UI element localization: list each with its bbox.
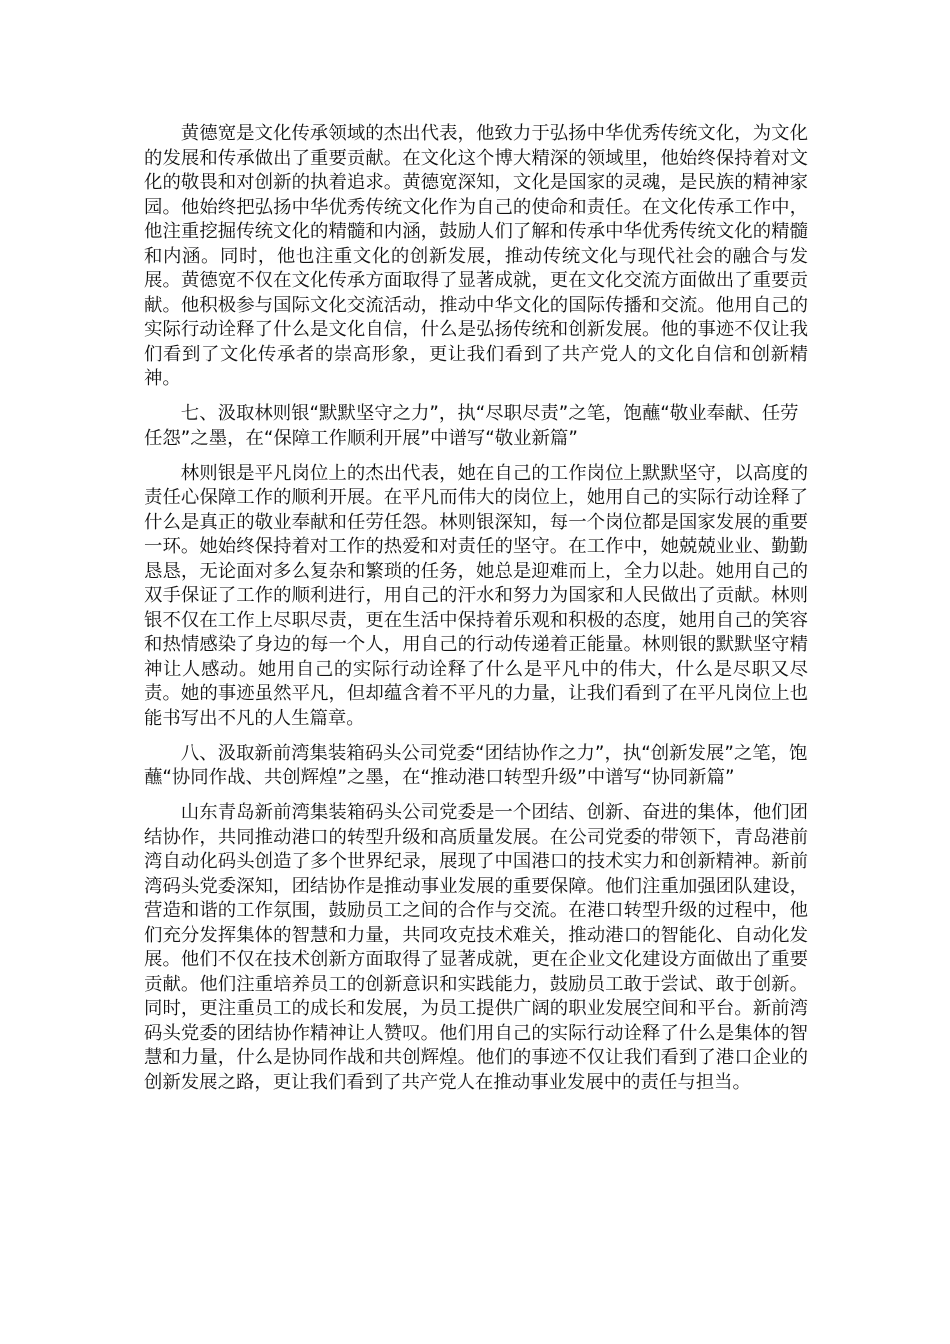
paragraph-huang-dekuan: 黄德宽是文化传承领域的杰出代表，他致力于弘扬中华优秀传统文化，为文化的发展和传承做出了重要贡献。在文化这个博大精深的领域里，他始终保持着对文化的敬畏和对创新的执着追求。黄德宽深知，文化是国家的灵魂，是民族的精神家园。他始终把弘扬中华优秀传统文化作为自己的使命和责任。在文化传承工作中，他注重挖掘传统文化的精髓和内涵，鼓励人们了解和传承中华优秀传统文化的精髓和内涵。同时，他也注重文化的创新发展，推动传统文化与现代社会的融合与发展。黄德宽不仅在文化传承方面取得了显著成就，更在文化交流方面做出了重要贡献。他积极参与国际文化交流活动，推动中华文化的国际传播和交流。他用自己的实际行动诠释了什么是文化自信，什么是弘扬传统和创新发展。他的事迹不仅让我们看到了文化传承者的崇高形象，更让我们看到了共产党人的文化自信和创新精神。 (144, 123, 808, 389)
section-heading-eight: 八、汲取新前湾集装箱码头公司党委“团结协作之力”，执“创新发展”之笔，饱蘸“协同作战、共创辉煌”之墨，在“推动港口转型升级”中谱写“协同新篇” (144, 742, 808, 788)
paragraph-qianwan-terminal: 山东青岛新前湾集装箱码头公司党委是一个团结、创新、奋进的集体，他们团结协作，共同推动港口的转型升级和高质量发展。在公司党委的带领下，青岛港前湾自动化码头创造了多个世界纪录，展现了中国港口的技术实力和创新精神。新前湾码头党委深知，团结协作是推动事业发展的重要保障。他们注重加强团队建设，营造和谐的工作氛围，鼓励员工之间的合作与交流。在港口转型升级的过程中，他们充分发挥集体的智慧和力量，共同攻克技术难关，推动港口的智能化、自动化发展。他们不仅在技术创新方面取得了显著成就，更在企业文化建设方面做出了重要贡献。他们注重培养员工的创新意识和实践能力，鼓励员工敢于尝试、敢于创新。同时，更注重员工的成长和发展，为员工提供广阔的职业发展空间和平台。新前湾码头党委的团结协作精神让人赞叹。他们用自己的实际行动诠释了什么是集体的智慧和力量，什么是协同作战和共创辉煌。他们的事迹不仅让我们看到了港口企业的创新发展之路，更让我们看到了共产党人在推动事业发展中的责任与担当。 (144, 802, 808, 1093)
section-heading-seven: 七、汲取林则银“默默坚守之力”，执“尽职尽责”之笔，饱蘸“敬业奉献、任劳任怨”之墨，在“保障工作顺利开展”中谱写“敬业新篇” (144, 403, 799, 449)
document-body (144, 122, 808, 1106)
paragraph-lin-zeyin: 林则银是平凡岗位上的杰出代表，她在自己的工作岗位上默默坚守，以高度的责任心保障工作的顺利开展。在平凡而伟大的岗位上，她用自己的实际行动诠释了什么是真正的敬业奉献和任劳任怨。林则银深知，每一个岗位都是国家发展的重要一环。她始终保持着对工作的热爱和对责任的坚守。在工作中，她兢兢业业、勤勤恳恳，无论面对多么复杂和繁琐的任务，她总是迎难而上，全力以赴。她用自己的双手保证了工作的顺利进行，用自己的汗水和努力为国家和人民做出了贡献。林则银不仅在工作上尽职尽责，更在生活中保持着乐观和积极的态度，她用自己的笑容和热情感染了身边的每一个人，用自己的行动传递着正能量。林则银的默默坚守精神让人感动。她用自己的实际行动诠释了什么是平凡中的伟大，什么是尽职又尽责。她的事迹虽然平凡，但却蕴含着不平凡的力量，让我们看到了在平凡岗位上也能书写出不凡的人生篇章。 (144, 462, 808, 729)
